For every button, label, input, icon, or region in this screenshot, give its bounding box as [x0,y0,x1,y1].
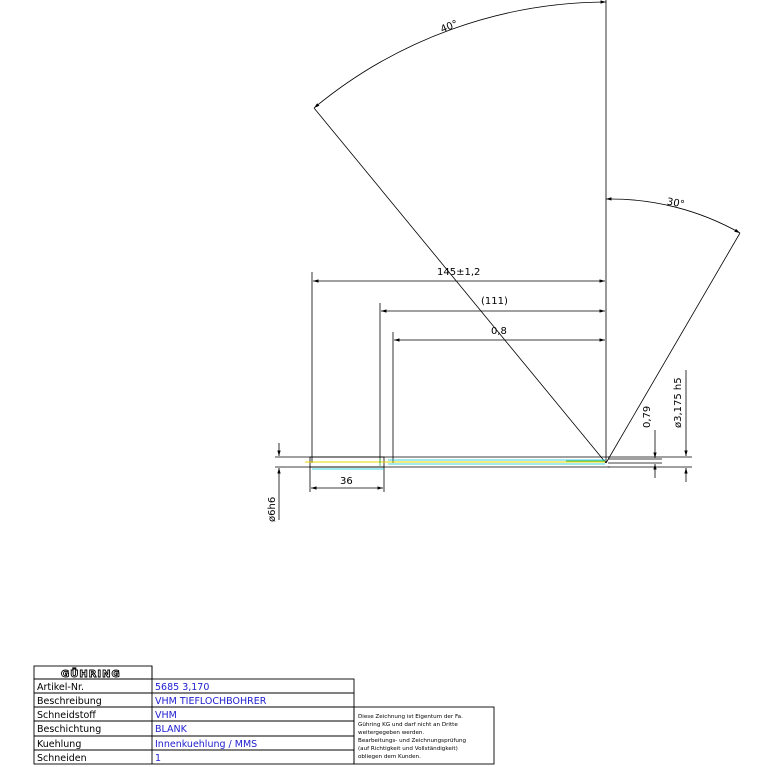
angle-40-label: 40° [439,18,460,36]
angle-40-arc [314,2,606,108]
row-value-kuehlung: Innenkuehlung / MMS [155,739,258,750]
note-line: obliegen dem Kunden. [358,754,421,760]
tip-diameter-label: ø3,175 h5 [673,377,684,428]
note-line: (auf Richtigkeit und Vollständigkeit) [358,746,458,752]
sub-length-label: 0,8 [491,326,507,337]
shank-diameter-label: ø6h6 [267,496,278,522]
note-line: weitergegeben werden. [358,730,425,736]
row-label-beschichtung: Beschichtung [37,724,102,735]
note-line: Diese Zeichnung ist Eigentum der Fa. [358,714,463,720]
row-value-beschichtung: BLANK [155,724,187,735]
title-block [34,666,494,764]
shank-length-label: 36 [340,476,353,487]
note-line: Bearbeitungs- und Zeichnungsprüfung [358,738,467,744]
row-value-schneidstoff: VHM [155,710,177,721]
row-label-schneidstoff: Schneidstoff [37,710,96,721]
flute-length-label: (111) [481,296,508,307]
angle-40-leg-line [314,108,606,463]
row-value-artikel: 5685 3,170 [155,682,210,693]
length-dimensions [310,272,605,492]
note-line: Gühring KG und darf nicht an Dritte [358,722,458,728]
drill-body [275,457,610,469]
row-label-beschreibung: Beschreibung [37,696,102,707]
row-value-beschreibung: VHM TIEFLOCHBOHRER [155,696,267,707]
row-label-artikel: Artikel-Nr. [37,682,85,693]
row-value-schneiden: 1 [155,753,162,764]
angle-30-label: 30° [665,196,686,211]
overall-length-label: 145±1,2 [437,267,481,278]
tip-079-label: 0,79 [642,405,653,428]
row-label-kuehlung: Kuehlung [37,739,82,750]
company-logo: GÜHRING [61,669,121,680]
row-label-schneiden: Schneiden [37,753,87,764]
